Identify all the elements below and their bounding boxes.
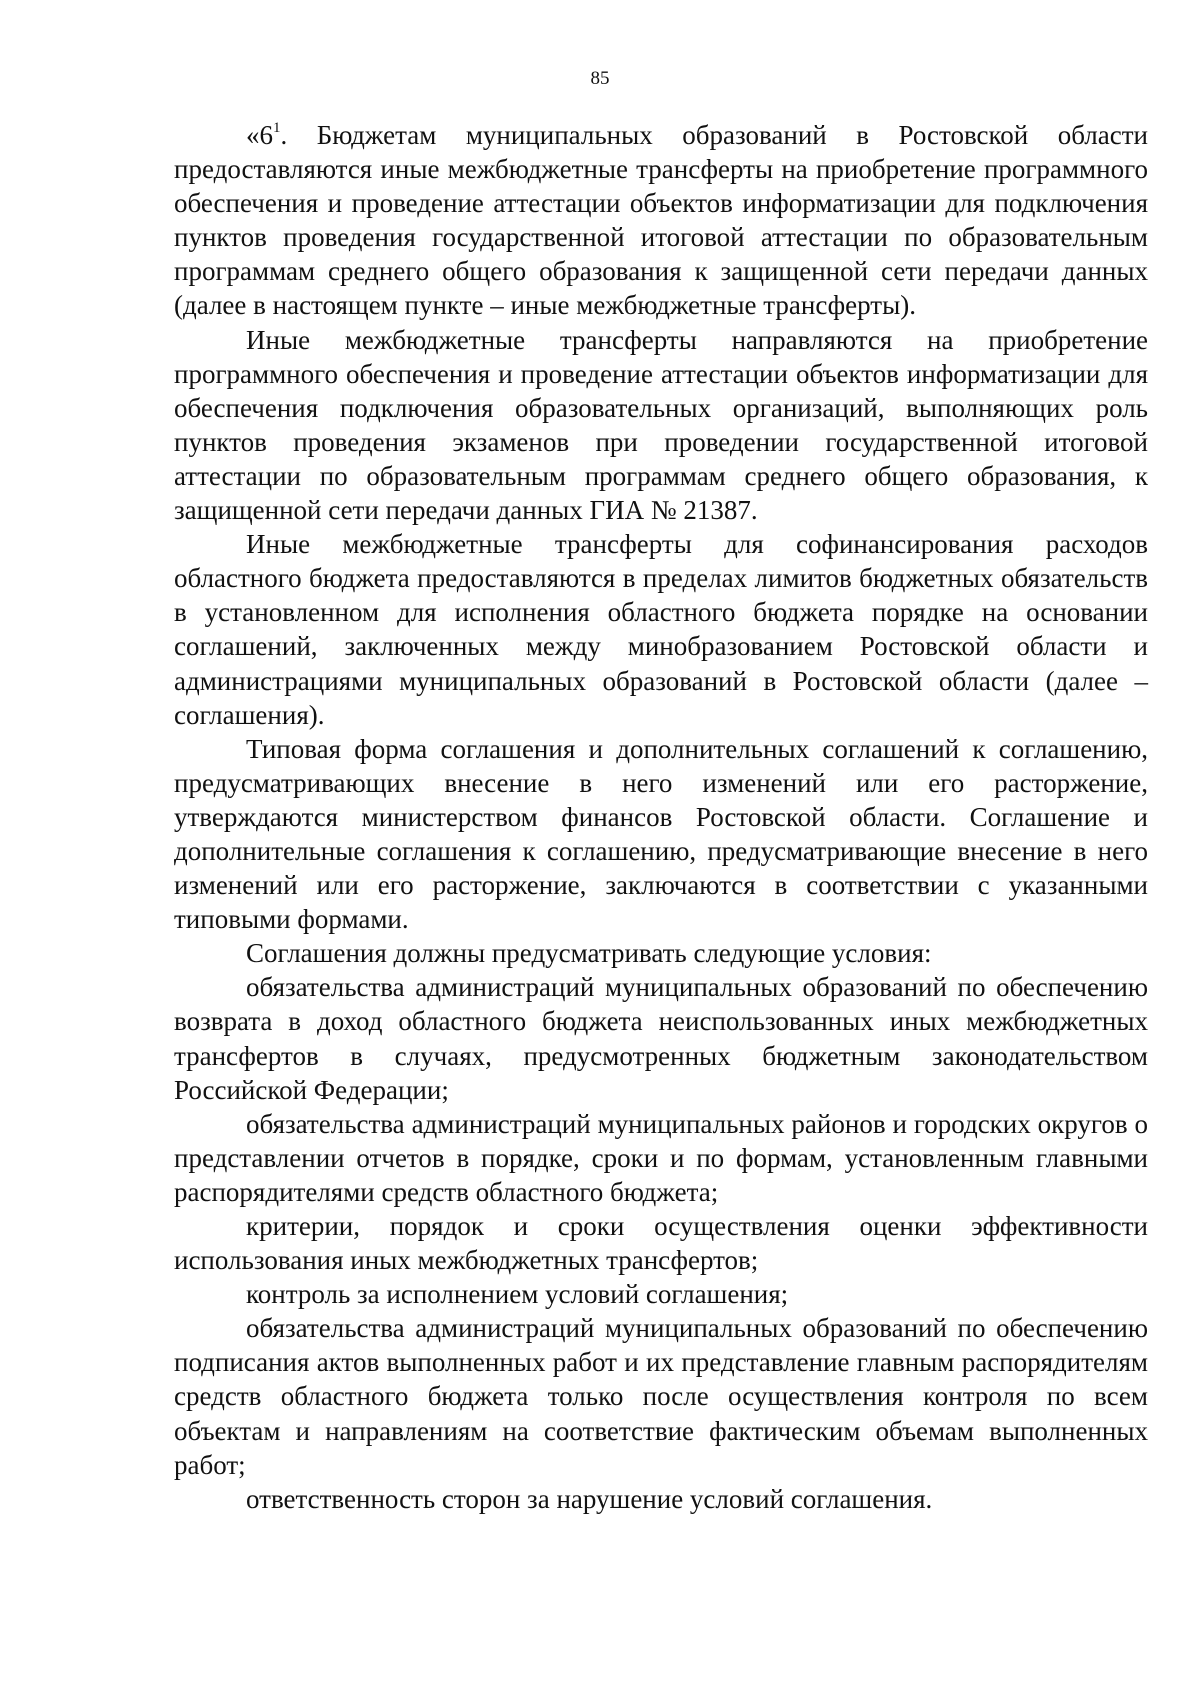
condition-item: обязательства администраций муниципальных образований по обеспечению возврата в доход областного бюджета неиспользованных иных межбюджетных трансфертов в случаях, предусмотренных бюджетным законодательством Российской Федерации; [174,972,1148,1105]
paragraph-text: . Бюджетам муниципальных образований в Ростовской области предоставляются иные межбюджетные трансферты на приобретение программного обеспечения и проведение аттестации объектов информатизации для подключения пунктов проведения государственной итоговой аттестации по образовательным программам среднего общего образования к защищенной сети передачи данных (далее в настоящем пункте – иные межбюджетные трансферты). [174,120,1148,321]
condition-item: ответственность сторон за нарушение условий соглашения. [246,1483,933,1514]
condition-item: обязательства администраций муниципальных образований по обеспечению подписания актов выполненных работ и их представление главным распорядителям средств областного бюджета только после осуществления контроля по всем объектам и направлениям на соответствие фактическим объемам выполненных работ; [174,1313,1148,1480]
paragraph: Иные межбюджетные трансферты направляются на приобретение программного обеспечения и проведение аттестации объектов информатизации для обеспечения подключения образовательных организаций, выполняющих роль пунктов проведения экзаменов при проведении государственной итоговой аттестации по образовательным программам среднего общего образования, к защищенной сети передачи данных ГИА № 21387. [174,324,1148,526]
condition-item: контроль за исполнением условий соглашения; [246,1279,789,1310]
condition-item: критерии, порядок и сроки осуществления оценки эффективности использования иных межбюджетных трансфертов; [174,1211,1148,1276]
paragraph: Иные межбюджетные трансферты для софинансирования расходов областного бюджета предоставляются в пределах лимитов бюджетных обязательств в установленном для исполнения областного бюджета порядке на основании соглашений, заключенных между минобразованием Ростовской области и администрациями муниципальных образований в Ростовской области (далее – соглашения). [174,529,1148,730]
document-body [174,118,1148,1516]
paragraph-number-superscript: 1 [273,120,281,136]
paragraph: Соглашения должны предусматривать следующие условия: [246,938,932,969]
condition-item: обязательства администраций муниципальных районов и городских округов о представлении отчетов в порядке, сроки и по формам, установленным главными распорядителями средств областного бюджета; [174,1108,1148,1207]
page-number: 85 [590,68,610,89]
paragraph-6-1 [174,118,1148,323]
paragraph: Типовая форма соглашения и дополнительных соглашений к соглашению, предусматривающих внесение в него изменений или его расторжение, утверждаются министерством финансов Ростовской области. Соглашение и дополнительные соглашения к соглашению, предусматривающие внесение в него изменений или его расторжение, заключаются в соответствии с указанными типовыми формами. [174,733,1148,935]
paragraph-number-prefix: «6 [246,120,273,150]
